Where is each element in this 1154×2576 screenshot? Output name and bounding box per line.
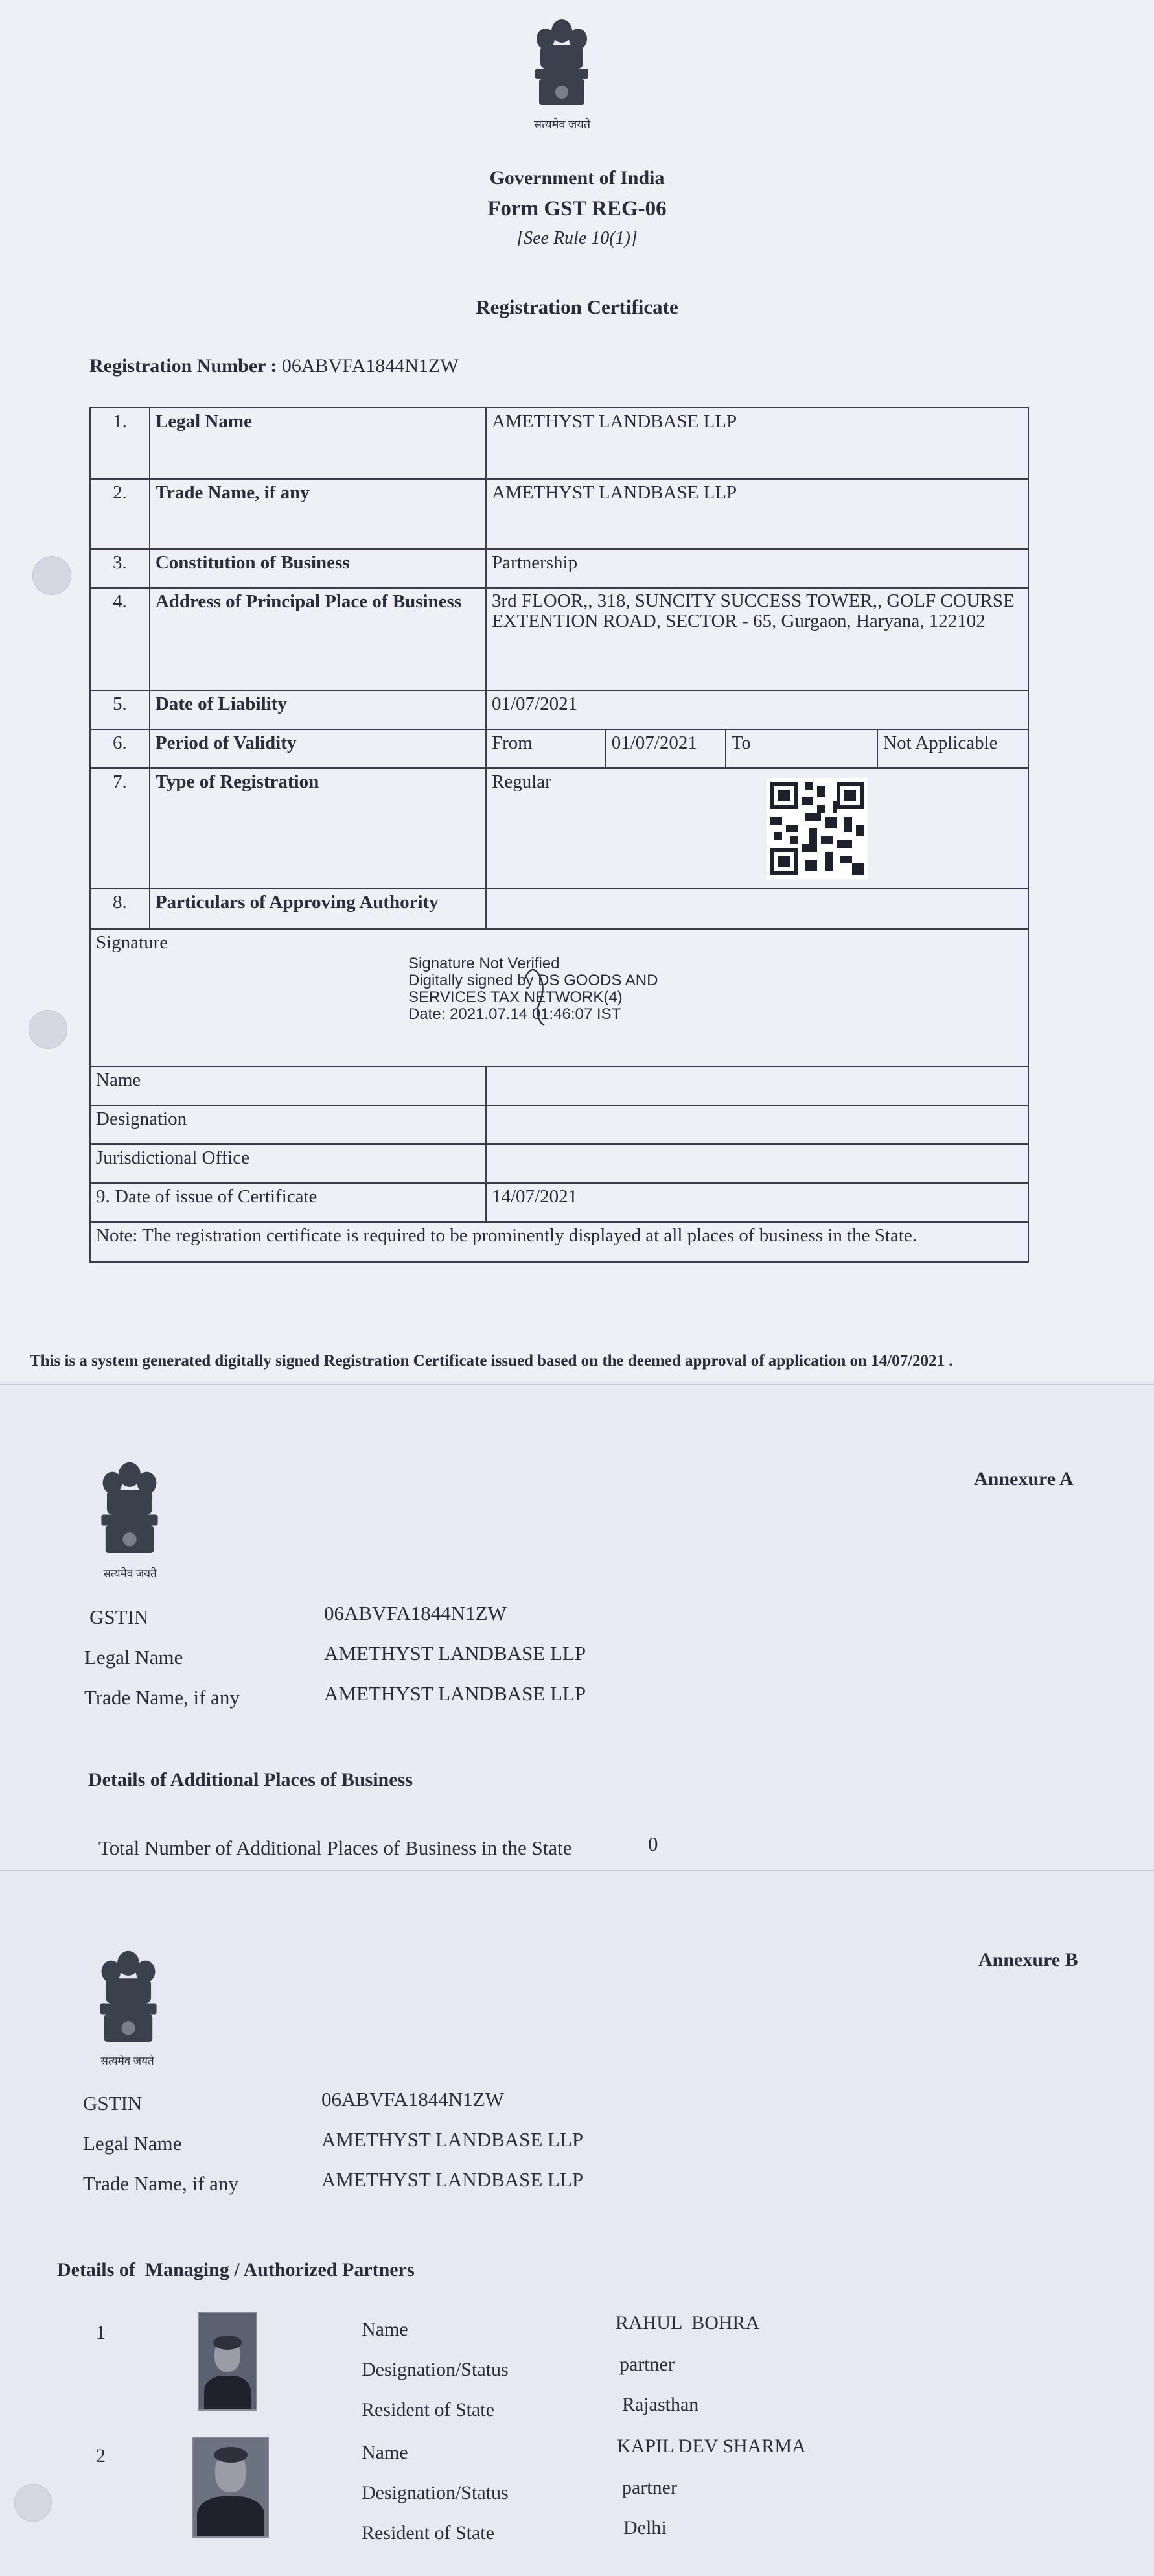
- row-label: Legal Name: [150, 408, 486, 479]
- liability-date-value: 01/07/2021: [486, 690, 1028, 729]
- table-row: [90, 768, 1028, 889]
- jurisdiction-value: [486, 1144, 1028, 1183]
- gstin-value: 06ABVFA1844N1ZW: [321, 2088, 504, 2111]
- national-emblem-icon: [526, 12, 597, 115]
- row-label: Address of Principal Place of Business: [150, 588, 486, 690]
- jurisdiction-label: Jurisdictional Office: [90, 1144, 486, 1183]
- designation-label: Designation: [90, 1105, 486, 1144]
- row-number: 6.: [90, 729, 150, 768]
- legal-name-label: Legal Name: [83, 2132, 182, 2155]
- registration-type-cell: [486, 768, 1028, 889]
- emblem-motto: सत्यमेव जयते: [533, 118, 591, 131]
- partner-name-label: Name: [362, 2319, 408, 2340]
- annexure-b-page: [0, 1870, 1154, 2576]
- national-emblem-icon: [91, 1454, 168, 1564]
- row-label: Period of Validity: [150, 729, 486, 768]
- trade-name-value: AMETHYST LANDBASE LLP: [486, 479, 1028, 549]
- signature-line: Signature Not Verified: [408, 955, 560, 972]
- signature-line: SERVICES TAX NETWORK(4): [408, 989, 623, 1006]
- row-number: 1.: [90, 408, 150, 479]
- row-label: Particulars of Approving Authority: [150, 889, 486, 929]
- qr-code-icon: [767, 778, 868, 884]
- signature-cell: [90, 929, 1028, 1066]
- gstin-value: 06ABVFA1844N1ZW: [324, 1602, 507, 1624]
- partner-number: 1: [96, 2322, 106, 2343]
- registration-details-table: [89, 407, 1029, 1263]
- document-title: Registration Certificate: [476, 296, 678, 318]
- registration-number-line: [89, 355, 459, 377]
- row-label: Date of Liability: [150, 690, 486, 729]
- form-title: Form GST REG-06: [487, 197, 667, 220]
- partners-section-title: Details of Managing / Authorized Partners: [57, 2259, 415, 2280]
- validity-from-label: From: [486, 729, 606, 768]
- validity-to-label: To: [726, 729, 878, 768]
- table-row: [90, 1105, 1028, 1144]
- table-row: [90, 929, 1028, 1066]
- total-places-label: Total Number of Additional Places of Business in the State: [98, 1836, 572, 1859]
- system-generated-footer: This is a system generated digitally signed Registration Certificate issued based on the deemed approval of application on 14/07/2021 .: [30, 1352, 953, 1370]
- partner-photo: [198, 2312, 257, 2411]
- partner-number: 2: [96, 2445, 106, 2466]
- signature-check-icon: [518, 955, 557, 1032]
- legal-name-value: AMETHYST LANDBASE LLP: [324, 1642, 586, 1665]
- partner-state-label: Resident of State: [362, 2522, 494, 2544]
- annexure-a-title: Annexure A: [974, 1468, 1074, 1490]
- table-row: [90, 889, 1028, 929]
- legal-name-label: Legal Name: [84, 1646, 183, 1669]
- legal-name-value: AMETHYST LANDBASE LLP: [321, 2128, 584, 2151]
- trade-name-value: AMETHYST LANDBASE LLP: [321, 2168, 584, 2191]
- name-label: Name: [90, 1066, 486, 1105]
- row-number: 2.: [90, 479, 150, 549]
- table-row: [90, 690, 1028, 729]
- registration-type-value: Regular: [492, 771, 551, 792]
- approving-authority-value: [486, 889, 1028, 929]
- row-label: Constitution of Business: [150, 549, 486, 588]
- government-title: Government of India: [489, 167, 665, 189]
- partner-state-label: Resident of State: [362, 2399, 494, 2420]
- table-row: [90, 408, 1028, 479]
- row-number: 3.: [90, 549, 150, 588]
- rule-reference: [See Rule 10(1)]: [516, 228, 638, 248]
- table-row: [90, 1183, 1028, 1222]
- table-row: [90, 729, 1028, 768]
- name-value: [486, 1066, 1028, 1105]
- emblem-motto: सत्यमेव जयते: [103, 1567, 157, 1580]
- table-row: [90, 549, 1028, 588]
- partner-state: Delhi: [623, 2517, 667, 2538]
- trade-name-value: AMETHYST LANDBASE LLP: [324, 1682, 586, 1705]
- validity-from-value: 01/07/2021: [606, 729, 726, 768]
- national-emblem-icon: [89, 1943, 167, 2053]
- row-number: 8.: [90, 889, 150, 929]
- partner-designation-label: Designation/Status: [362, 2482, 509, 2503]
- punch-hole: [14, 2484, 52, 2522]
- additional-places-section-title: Details of Additional Places of Business: [88, 1769, 413, 1790]
- total-places-value: 0: [648, 1832, 658, 1855]
- row-number: 7.: [90, 768, 150, 889]
- registration-number: 06ABVFA1844N1ZW: [281, 355, 459, 377]
- issue-date-label: 9. Date of issue of Certificate: [90, 1183, 486, 1222]
- gstin-label: GSTIN: [83, 2092, 143, 2114]
- address-value: 3rd FLOOR,, 318, SUNCITY SUCCESS TOWER,, GOLF COURSE EXTENTION ROAD, SECTOR - 65, Gurgaon, Haryana, 122102: [486, 588, 1028, 690]
- punch-hole: [32, 556, 71, 595]
- row-label: Trade Name, if any: [150, 479, 486, 549]
- row-number: 5.: [90, 690, 150, 729]
- partner-designation: partner: [622, 2477, 677, 2498]
- row-label: Type of Registration: [150, 768, 486, 889]
- partner-state: Rajasthan: [622, 2394, 699, 2415]
- punch-hole: [29, 1010, 67, 1049]
- signature-label: Signature: [96, 932, 168, 953]
- issue-date-value: 14/07/2021: [486, 1183, 1028, 1222]
- trade-name-label: Trade Name, if any: [83, 2172, 238, 2195]
- table-row: [90, 1144, 1028, 1183]
- trade-name-label: Trade Name, if any: [84, 1686, 240, 1709]
- table-row: [90, 1066, 1028, 1105]
- table-row: [90, 479, 1028, 549]
- partner-name: RAHUL BOHRA: [616, 2312, 760, 2334]
- annexure-b-title: Annexure B: [978, 1949, 1078, 1971]
- legal-name-value: AMETHYST LANDBASE LLP: [486, 408, 1028, 479]
- partner-photo: [192, 2437, 269, 2538]
- constitution-value: Partnership: [486, 549, 1028, 588]
- validity-to-value: Not Applicable: [877, 729, 1028, 768]
- signature-line: Digitally signed by DS GOODS AND: [408, 972, 658, 989]
- table-row: [90, 588, 1028, 690]
- emblem-motto: सत्यमेव जयते: [100, 2055, 154, 2067]
- table-row: [90, 1222, 1028, 1262]
- display-note: Note: The registration certificate is required to be prominently displayed at all places of business in the State.: [90, 1222, 1028, 1262]
- gstin-label: GSTIN: [89, 1606, 149, 1628]
- signature-line: Date: 2021.07.14 01:46:07 IST: [408, 1005, 621, 1023]
- partner-name: KAPIL DEV SHARMA: [617, 2435, 806, 2457]
- partner-designation: partner: [619, 2354, 675, 2375]
- row-number: 4.: [90, 588, 150, 690]
- registration-number-label: Registration Number :: [89, 355, 277, 377]
- designation-value: [486, 1105, 1028, 1144]
- partner-designation-label: Designation/Status: [362, 2359, 509, 2380]
- annexure-a-page: [0, 1384, 1154, 1875]
- partner-name-label: Name: [362, 2442, 408, 2463]
